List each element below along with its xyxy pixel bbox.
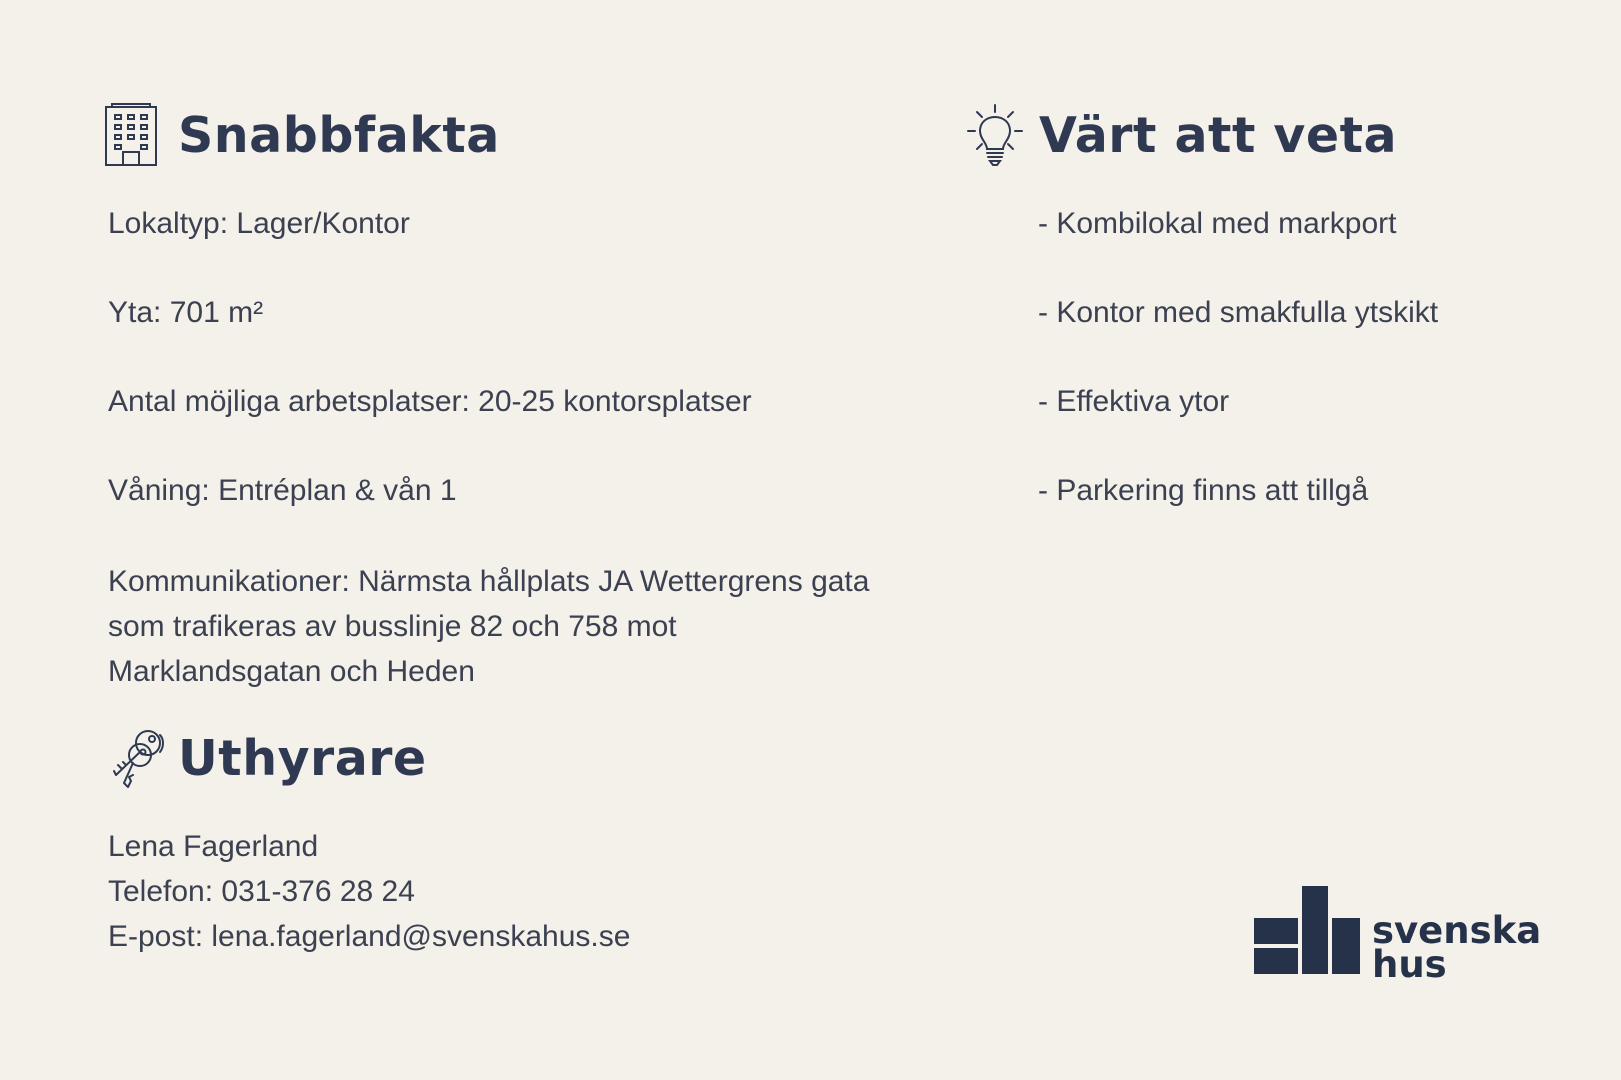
worth-knowing-item: - Parkering finns att tillgå	[1038, 474, 1369, 507]
svenska-hus-logo	[1254, 886, 1542, 986]
logo-text-line1: svenska	[1372, 909, 1542, 952]
worth-knowing-title: Värt att veta	[1039, 106, 1398, 164]
landlord-email[interactable]: E-post: lena.fagerland@svenskahus.se	[108, 920, 631, 953]
worth-knowing-item: - Kontor med smakfulla ytskikt	[1038, 296, 1439, 329]
worth-knowing-item: - Effektiva ytor	[1038, 385, 1230, 418]
keys-icon	[104, 725, 166, 791]
fact-premises-type: Lokaltyp: Lager/Kontor	[108, 207, 410, 240]
fact-communications-line: Marklandsgatan och Heden	[108, 655, 475, 688]
landlord-phone[interactable]: Telefon: 031-376 28 24	[108, 875, 415, 908]
logo-bars-icon	[1254, 886, 1360, 978]
fact-communications-line: Kommunikationer: Närmsta hållplats JA Wettergrens gata	[108, 565, 870, 598]
logo-text-line2: hus	[1372, 943, 1447, 986]
quick-facts-heading	[104, 103, 500, 167]
landlord-contact	[108, 824, 630, 959]
fact-area: Yta: 701 m²	[108, 296, 264, 329]
fact-communications	[108, 559, 869, 694]
building-icon	[104, 103, 158, 167]
landlord-title: Uthyrare	[178, 729, 427, 787]
fact-communications-line: som trafikeras av busslinje 82 och 758 mot	[108, 610, 677, 643]
worth-knowing-item: - Kombilokal med markport	[1038, 207, 1397, 240]
fact-floor: Våning: Entréplan & vån 1	[108, 474, 457, 507]
fact-workplaces: Antal möjliga arbetsplatser: 20-25 kontorsplatser	[108, 385, 752, 418]
landlord-name: Lena Fagerland	[108, 830, 319, 863]
quick-facts-title: Snabbfakta	[178, 106, 500, 164]
lightbulb-icon	[965, 103, 1025, 167]
worth-knowing-heading	[965, 103, 1397, 167]
landlord-heading	[104, 725, 427, 791]
